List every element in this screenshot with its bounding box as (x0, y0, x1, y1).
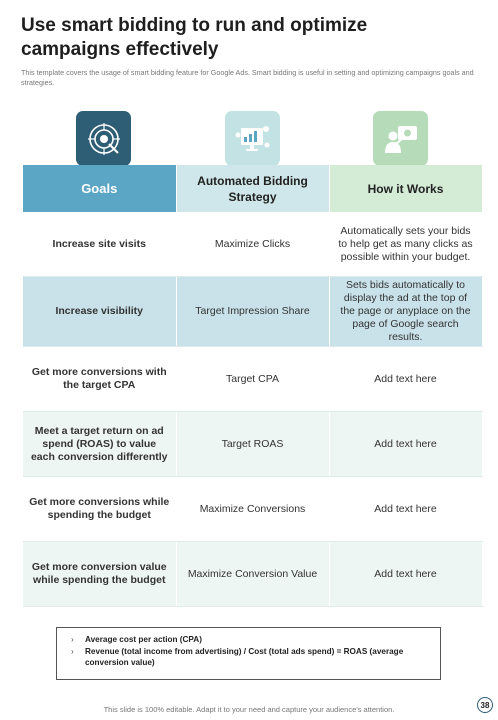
table-row (23, 277, 482, 347)
table-row (23, 412, 482, 477)
how-it-works-cell: Add text here (329, 477, 482, 542)
how-it-works-cell: Sets bids automatically to display the ad at the top of the page or anyplace on the page of Google search results. (329, 277, 482, 347)
note-text: Revenue (total income from advertising) / Cost (total ads spend) = ROAS (average conversion value) (85, 646, 404, 667)
column-header-how-it-works: How it Works (329, 165, 482, 212)
bidding-strategy-table (23, 165, 483, 607)
goal-cell: Get more conversion value while spending the budget (23, 542, 176, 607)
footer-text: This slide is 100% editable. Adapt it to your need and capture your audience's attention. (103, 705, 395, 714)
goal-cell: Meet a target return on ad spend (ROAS) to value each conversion differently (23, 412, 176, 477)
goal-cell: Get more conversions with the target CPA (23, 347, 176, 412)
note-text: Average cost per action (CPA) (85, 635, 202, 644)
table-row (23, 542, 482, 607)
page-title: Use smart bidding to run and optimize campaigns effectively (21, 15, 368, 60)
how-it-works-cell: Add text here (329, 542, 482, 607)
page-number-badge: 38 (477, 697, 493, 713)
note-item (71, 646, 430, 669)
table-row (23, 347, 482, 412)
strategy-cell: Maximize Conversion Value (176, 542, 329, 607)
strategy-cell: Maximize Clicks (176, 212, 329, 277)
strategy-cell: Maximize Conversions (176, 477, 329, 542)
presenter-icon (373, 111, 428, 166)
dashboard-icon (225, 111, 280, 166)
strategy-cell: Target ROAS (176, 412, 329, 477)
table-row (23, 477, 482, 542)
how-it-works-cell: Automatically sets your bids to help get as many clicks as possible within your budget. (329, 212, 482, 277)
how-it-works-cell: Add text here (329, 412, 482, 477)
chevron-right-icon: › (71, 646, 74, 656)
chevron-right-icon: › (71, 635, 74, 644)
goal-cell: Get more conversions while spending the budget (23, 477, 176, 542)
how-it-works-cell: Add text here (329, 347, 482, 412)
note-item (71, 634, 430, 646)
notes-box (56, 627, 441, 680)
table-row (23, 212, 482, 277)
column-header-goals: Goals (23, 165, 176, 212)
strategy-cell: Target Impression Share (176, 277, 329, 347)
strategy-cell: Target CPA (176, 347, 329, 412)
column-header-strategy: Automated Bidding Strategy (176, 165, 329, 212)
table-header-row (23, 165, 482, 212)
target-icon (76, 111, 131, 166)
page-subtitle: This template covers the usage of smart bidding feature for Google Ads. Smart bidding is useful in setting and optimizing campaigns goals and strategies. (21, 68, 474, 87)
goal-cell: Increase visibility (23, 277, 176, 347)
goal-cell: Increase site visits (23, 212, 176, 277)
